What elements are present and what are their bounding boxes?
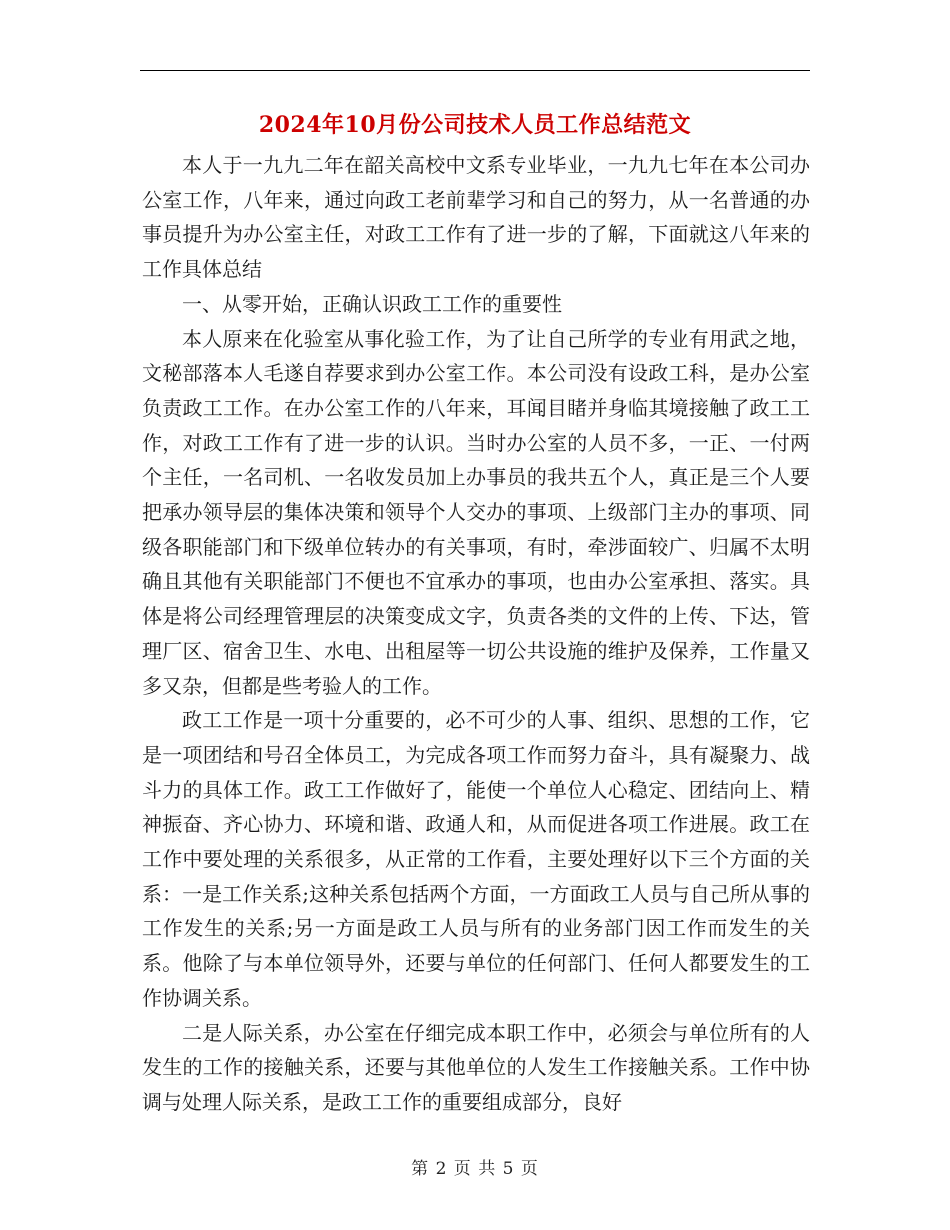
paragraph-intro: 本人于一九九二年在韶关高校中文系专业毕业，一九九七年在本公司办公室工作，八年来，通过向政工老前辈学习和自己的努力，从一名普通的办事员提升为办公室主任，对政工工作有了进一步的了解，下面就这八年来的工作具体总结 <box>142 153 810 282</box>
document-body <box>142 148 810 1120</box>
paragraph-interpersonal: 二是人际关系，办公室在仔细完成本职工作中，必须会与单位所有的人发生的工作的接触关系，还要与其他单位的人发生工作接触关系。工作中协调与处理人际关系，是政工工作的重要组成部分，良好 <box>142 1020 810 1114</box>
section-heading-1: 一、从零开始，正确认识政工工作的重要性 <box>182 291 562 316</box>
header-rule <box>140 70 810 71</box>
document-title: 2024年10月份公司技术人员工作总结范文 <box>258 112 692 138</box>
paragraph-office-work: 本人原来在化验室从事化验工作，为了让自己所学的专业有用武之地，文秘部落本人毛遂自荐要求到办公室工作。本公司没有设政工科，是办公室负责政工工作。在办公室工作的八年来，耳闻目睹并身临其境接触了政工工作，对政工工作有了进一步的认识。当时办公室的人员不多，一正、一付两个主任，一名司机、一名收发员加上办事员的我共五个人，真正是三个人要把承办领导层的集体决策和领导个人交办的事项、上级部门主办的事项、同级各职能部门和下级单位转办的有关事项，有时，牵涉面较广、归属不太明确且其他有关职能部门不便也不宜承办的事项，也由办公室承担、落实。具体是将公司经理管理层的决策变成文字，负责各类的文件的上传、下达，管理厂区、宿舍卫生、水电、出租屋等一切公共设施的维护及保养，工作量又多又杂，但都是些考验人的工作。 <box>142 326 810 698</box>
paragraph-political-work: 政工工作是一项十分重要的，必不可少的人事、组织、思想的工作，它是一项团结和号召全体员工，为完成各项工作而努力奋斗，具有凝聚力、战斗力的具体工作。政工工作做好了，能使一个单位人心稳定、团结向上、精神振奋、齐心协力、环境和谐、政通人和，从而促进各项工作进展。政工在工作中要处理的关系很多，从正常的工作看，主要处理好以下三个方面的关系：一是工作关系;这种关系包括两个方面，一方面政工人员与自己所从事的工作发生的关系;另一方面是政工人员与所有的业务部门因工作而发生的关系。他除了与本单位领导外，还要与单位的任何部门、任何人都要发生的工作协调关系。 <box>142 708 810 1010</box>
page-number-footer: 第 2 页 共 5 页 <box>411 1159 539 1179</box>
